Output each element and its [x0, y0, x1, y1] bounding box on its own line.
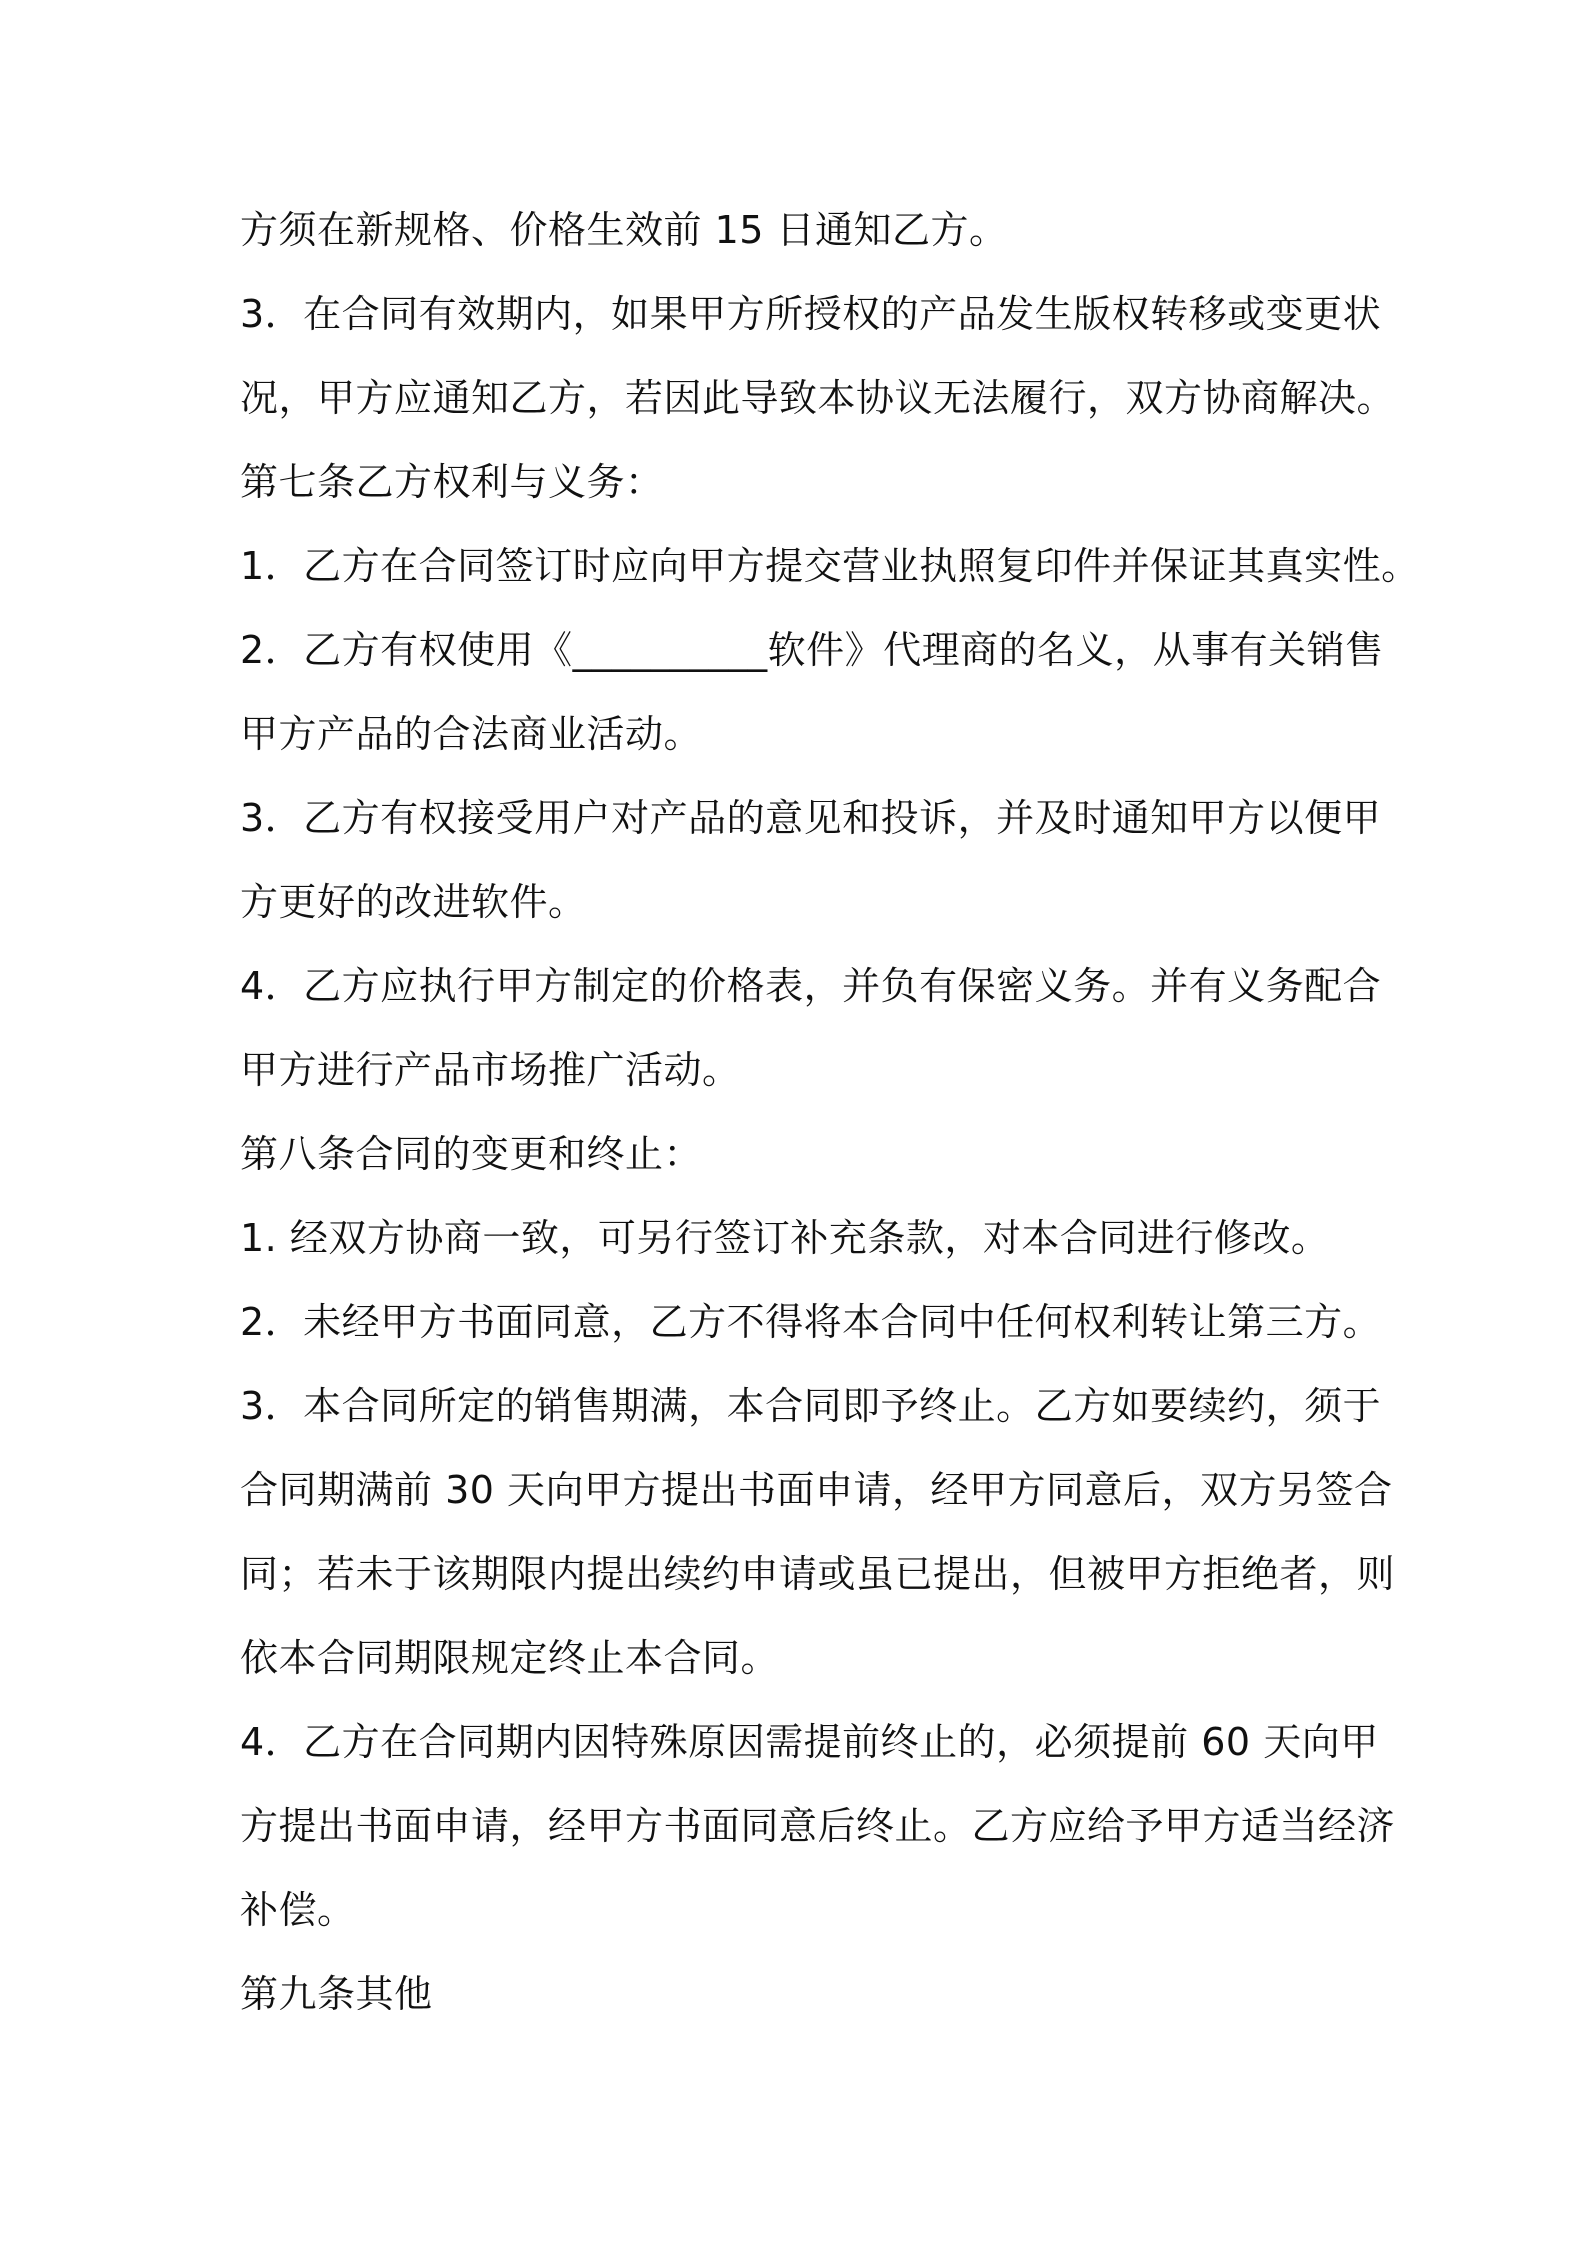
text-line: 4．乙方在合同期内因特殊原因需提前终止的，必须提前 60 天向甲: [240, 1720, 1379, 1764]
text-line: 2．乙方有权使用《__________软件》代理商的名义，从事有关销售: [240, 628, 1384, 672]
text-line: 况，甲方应通知乙方，若因此导致本协议无法履行，双方协商解决。: [240, 376, 1396, 420]
text-line: 3．在合同有效期内，如果甲方所授权的产品发生版权转移或变更状: [240, 292, 1382, 336]
text-line: 3．乙方有权接受用户对产品的意见和投诉，并及时通知甲方以便甲: [240, 796, 1382, 840]
text-line: 1．乙方在合同签订时应向甲方提交营业执照复印件并保证其真实性。: [240, 544, 1420, 588]
text-line: 同；若未于该期限内提出续约申请或虽已提出，但被甲方拒绝者，则: [240, 1552, 1396, 1596]
text-line: 方提出书面申请，经甲方书面同意后终止。乙方应给予甲方适当经济: [240, 1804, 1396, 1848]
text-line: 甲方进行产品市场推广活动。: [240, 1048, 741, 1092]
section-heading: 第八条合同的变更和终止：: [240, 1132, 703, 1176]
section-heading: 第九条其他: [240, 1972, 433, 2016]
text-line: 方须在新规格、价格生效前 15 日通知乙方。: [240, 208, 1008, 252]
text-line: 1. 经双方协商一致，可另行签订补充条款，对本合同进行修改。: [240, 1216, 1330, 1260]
text-line: 4．乙方应执行甲方制定的价格表，并负有保密义务。并有义务配合: [240, 964, 1382, 1008]
text-line: 3．本合同所定的销售期满，本合同即予终止。乙方如要续约，须于: [240, 1384, 1382, 1428]
text-line: 方更好的改进软件。: [240, 880, 587, 924]
text-line: 合同期满前 30 天向甲方提出书面申请，经甲方同意后，双方另签合: [240, 1468, 1393, 1512]
text-line: 甲方产品的合法商业活动。: [240, 712, 703, 756]
text-line: 依本合同期限规定终止本合同。: [240, 1636, 780, 1680]
section-heading: 第七条乙方权利与义务：: [240, 460, 664, 504]
text-line: 补偿。: [240, 1888, 356, 1932]
text-line: 2．未经甲方书面同意，乙方不得将本合同中任何权利转让第三方。: [240, 1300, 1382, 1344]
